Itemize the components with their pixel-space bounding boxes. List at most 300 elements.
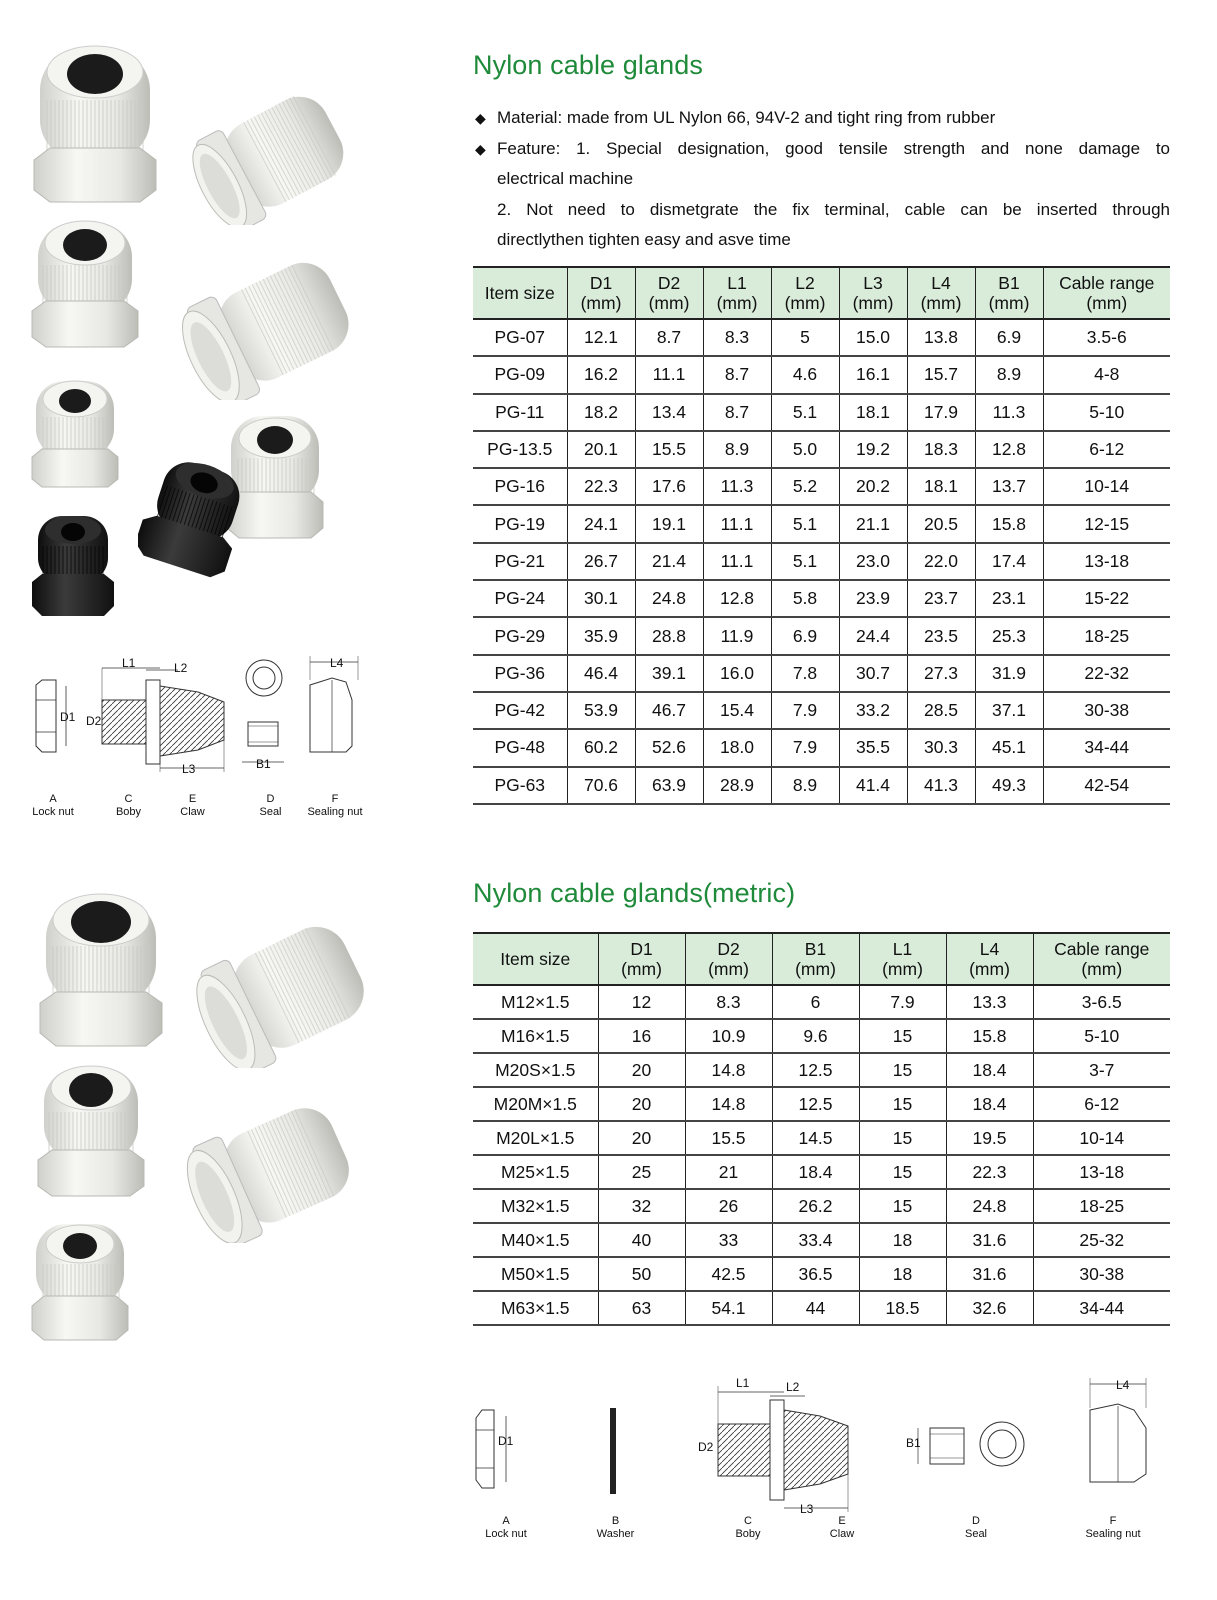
item-size-cell: PG-63 — [473, 767, 567, 804]
header-label: Cable range — [1059, 273, 1155, 293]
table-cell: 18.1 — [839, 394, 907, 431]
table-cell: 22-32 — [1043, 655, 1170, 692]
header-label: L3 — [863, 273, 883, 293]
section-title: Nylon cable glands(metric) — [473, 878, 796, 908]
column-header — [946, 933, 1033, 985]
gland-photo-metric-upright-1 — [36, 888, 166, 1053]
table-cell: 8.3 — [703, 319, 771, 356]
part-label-c: C Boby — [735, 1515, 761, 1540]
table-cell: 5-10 — [1033, 1019, 1170, 1053]
table-cell: 23.0 — [839, 543, 907, 580]
table-cell: 41.4 — [839, 767, 907, 804]
table-cell: 3-6.5 — [1033, 985, 1170, 1019]
table-cell: 10-14 — [1033, 1121, 1170, 1155]
column-header — [567, 267, 635, 319]
header-unit: (mm) — [784, 293, 826, 313]
table-cell: 8.7 — [635, 319, 703, 356]
table-row — [473, 356, 1170, 393]
table-row — [473, 1223, 1170, 1257]
header-label: D1 — [630, 939, 653, 959]
item-size-cell: PG-48 — [473, 729, 567, 766]
header-label: Item size — [500, 949, 571, 969]
table-row — [473, 617, 1170, 654]
dim-label-l1: L1 — [122, 656, 136, 670]
table-cell: 21.4 — [635, 543, 703, 580]
table-cell: 12.1 — [567, 319, 635, 356]
header-unit: (mm) — [920, 293, 962, 313]
diamond-bullet-icon: ◆ — [475, 140, 486, 157]
item-size-cell: PG-24 — [473, 580, 567, 617]
table-cell: 35.5 — [839, 729, 907, 766]
table-cell: 42-54 — [1043, 767, 1170, 804]
feature-line: directlythen tighten easy and asve time — [497, 230, 791, 249]
dim-label-l1: L1 — [736, 1376, 750, 1390]
item-size-cell: PG-29 — [473, 617, 567, 654]
table-cell: 26 — [685, 1189, 772, 1223]
table-cell: 15 — [859, 1087, 946, 1121]
table-cell: 17.9 — [907, 394, 975, 431]
table-cell: 18-25 — [1043, 617, 1170, 654]
table-cell: 12-15 — [1043, 505, 1170, 542]
part-label-e: E Claw — [180, 793, 205, 818]
item-size-cell: M20S×1.5 — [473, 1053, 598, 1087]
table-cell: 10-14 — [1043, 468, 1170, 505]
table-cell: 15 — [859, 1053, 946, 1087]
table-cell: 9.6 — [772, 1019, 859, 1053]
table-cell: 5.1 — [771, 505, 839, 542]
table-cell: 28.8 — [635, 617, 703, 654]
table-cell: 32 — [598, 1189, 685, 1223]
table-cell: 7.9 — [859, 985, 946, 1019]
table-cell: 30.3 — [907, 729, 975, 766]
column-header — [907, 267, 975, 319]
table-cell: 12.5 — [772, 1053, 859, 1087]
table-cell: 14.5 — [772, 1121, 859, 1155]
table-row — [473, 319, 1170, 356]
header-unit: (mm) — [882, 959, 923, 979]
table-cell: 8.7 — [703, 394, 771, 431]
table-cell: 7.8 — [771, 655, 839, 692]
gland-photo-upright-3 — [30, 375, 120, 490]
table-cell: 8.9 — [771, 767, 839, 804]
table-cell: 11.3 — [703, 468, 771, 505]
dim-label-l2: L2 — [786, 1380, 800, 1394]
table-cell: 18.1 — [907, 468, 975, 505]
table-row — [473, 1053, 1170, 1087]
dim-label-l3: L3 — [182, 762, 196, 776]
item-size-cell: M20M×1.5 — [473, 1087, 598, 1121]
column-header — [703, 267, 771, 319]
part-label-d: D Seal — [259, 793, 282, 818]
table-row — [473, 580, 1170, 617]
table-cell: 19.1 — [635, 505, 703, 542]
table-cell: 14.8 — [685, 1087, 772, 1121]
table-cell: 15 — [859, 1019, 946, 1053]
gland-photo-black-upright — [30, 510, 115, 620]
column-header — [1043, 267, 1170, 319]
item-size-cell: PG-42 — [473, 692, 567, 729]
table-cell: 5.1 — [771, 543, 839, 580]
table-cell: 23.7 — [907, 580, 975, 617]
table-cell: 18.3 — [907, 431, 975, 468]
column-header — [975, 267, 1043, 319]
table-cell: 3-7 — [1033, 1053, 1170, 1087]
part-label-b: B Washer — [596, 1515, 635, 1540]
table-cell: 11.9 — [703, 617, 771, 654]
pg-spec-table — [473, 266, 1170, 805]
header-unit: (mm) — [795, 959, 836, 979]
metric-spec-table — [473, 932, 1170, 1326]
item-size-cell: M32×1.5 — [473, 1189, 598, 1223]
table-row — [473, 729, 1170, 766]
table-cell: 13.4 — [635, 394, 703, 431]
item-size-cell: PG-19 — [473, 505, 567, 542]
table-cell: 30.1 — [567, 580, 635, 617]
table-cell: 63 — [598, 1291, 685, 1325]
table-cell: 50 — [598, 1257, 685, 1291]
table-cell: 34-44 — [1033, 1291, 1170, 1325]
item-size-cell: PG-11 — [473, 394, 567, 431]
table-cell: 33.4 — [772, 1223, 859, 1257]
column-header — [859, 933, 946, 985]
table-cell: 15 — [859, 1155, 946, 1189]
table-cell: 8.9 — [975, 356, 1043, 393]
table-row — [473, 1121, 1170, 1155]
dim-label-b1: B1 — [256, 757, 271, 771]
column-header — [839, 267, 907, 319]
column-header — [685, 933, 772, 985]
table-cell: 14.8 — [685, 1053, 772, 1087]
table-cell: 22.3 — [567, 468, 635, 505]
table-cell: 52.6 — [635, 729, 703, 766]
table-cell: 12.5 — [772, 1087, 859, 1121]
dim-label-l4: L4 — [330, 656, 344, 670]
gland-photo-metric-side-1 — [195, 918, 380, 1068]
table-cell: 23.1 — [975, 580, 1043, 617]
table-row — [473, 1257, 1170, 1291]
table-cell: 46.7 — [635, 692, 703, 729]
table-cell: 21.1 — [839, 505, 907, 542]
table-cell: 45.1 — [975, 729, 1043, 766]
table-cell: 22.3 — [946, 1155, 1033, 1189]
table-cell: 18.2 — [567, 394, 635, 431]
header-label: L1 — [727, 273, 747, 293]
item-size-cell: M16×1.5 — [473, 1019, 598, 1053]
table-row — [473, 1155, 1170, 1189]
table-cell: 20 — [598, 1121, 685, 1155]
table-cell: 5.8 — [771, 580, 839, 617]
table-cell: 7.9 — [771, 692, 839, 729]
diamond-bullet-icon: ◆ — [475, 110, 486, 126]
feature-line: electrical machine — [497, 169, 634, 188]
table-row — [473, 468, 1170, 505]
dim-label-d1: D1 — [60, 710, 76, 724]
section-title: Nylon cable glands — [473, 50, 703, 80]
table-cell: 18.0 — [703, 729, 771, 766]
table-cell: 25.3 — [975, 617, 1043, 654]
column-header — [771, 267, 839, 319]
table-cell: 15.5 — [635, 431, 703, 468]
table-cell: 39.1 — [635, 655, 703, 692]
table-cell: 7.9 — [771, 729, 839, 766]
dim-label-l4: L4 — [1116, 1378, 1130, 1392]
table-cell: 21 — [685, 1155, 772, 1189]
part-label-c: C Boby — [115, 793, 142, 818]
item-size-cell: M40×1.5 — [473, 1223, 598, 1257]
table-cell: 30-38 — [1043, 692, 1170, 729]
table-cell: 15.0 — [839, 319, 907, 356]
table-cell: 41.3 — [907, 767, 975, 804]
table-cell: 10.9 — [685, 1019, 772, 1053]
table-cell: 25-32 — [1033, 1223, 1170, 1257]
table-cell: 5-10 — [1043, 394, 1170, 431]
table-cell: 20.2 — [839, 468, 907, 505]
table-cell: 44 — [772, 1291, 859, 1325]
table-cell: 17.6 — [635, 468, 703, 505]
table-cell: 19.5 — [946, 1121, 1033, 1155]
table-cell: 46.4 — [567, 655, 635, 692]
table-cell: 19.2 — [839, 431, 907, 468]
table-cell: 5.2 — [771, 468, 839, 505]
gland-photo-side-2 — [180, 255, 365, 400]
table-cell: 20 — [598, 1053, 685, 1087]
table-cell: 30.7 — [839, 655, 907, 692]
table-cell: 33.2 — [839, 692, 907, 729]
table-cell: 15.5 — [685, 1121, 772, 1155]
item-size-cell: PG-16 — [473, 468, 567, 505]
table-cell: 18 — [859, 1223, 946, 1257]
table-cell: 11.3 — [975, 394, 1043, 431]
header-label: Cable range — [1054, 939, 1150, 959]
part-label-d: D Seal — [964, 1515, 988, 1540]
gland-photo-side-1 — [190, 85, 365, 225]
table-row — [473, 1291, 1170, 1325]
table-row — [473, 692, 1170, 729]
column-header — [598, 933, 685, 985]
header-unit: (mm) — [580, 293, 622, 313]
header-unit: (mm) — [708, 959, 749, 979]
dim-label-b1: B1 — [906, 1436, 921, 1450]
header-unit: (mm) — [988, 293, 1030, 313]
table-cell: 53.9 — [567, 692, 635, 729]
table-cell: 4.6 — [771, 356, 839, 393]
metric-gland-dimension-diagram — [470, 1378, 1180, 1538]
dim-label-d1: D1 — [498, 1434, 514, 1448]
header-label: D2 — [717, 939, 740, 959]
table-cell: 20.1 — [567, 431, 635, 468]
table-cell: 15.4 — [703, 692, 771, 729]
table-cell: 4-8 — [1043, 356, 1170, 393]
table-cell: 17.4 — [975, 543, 1043, 580]
table-cell: 16 — [598, 1019, 685, 1053]
item-size-cell: PG-07 — [473, 319, 567, 356]
table-row — [473, 655, 1170, 692]
header-label: B1 — [804, 939, 827, 959]
table-cell: 15.8 — [946, 1019, 1033, 1053]
item-size-cell: M50×1.5 — [473, 1257, 598, 1291]
table-cell: 24.8 — [946, 1189, 1033, 1223]
table-row — [473, 767, 1170, 804]
header-label: L4 — [979, 939, 1000, 959]
item-size-cell: M20L×1.5 — [473, 1121, 598, 1155]
table-cell: 37.1 — [975, 692, 1043, 729]
table-cell: 18.4 — [946, 1087, 1033, 1121]
table-cell: 22.0 — [907, 543, 975, 580]
table-cell: 6-12 — [1043, 431, 1170, 468]
column-header — [473, 267, 567, 319]
part-label-a: A Lock nut — [485, 1515, 527, 1540]
table-cell: 12.8 — [975, 431, 1043, 468]
item-size-cell: PG-13.5 — [473, 431, 567, 468]
gland-photo-black-tilted — [138, 455, 248, 580]
table-cell: 12 — [598, 985, 685, 1019]
item-size-cell: PG-36 — [473, 655, 567, 692]
table-cell: 23.5 — [907, 617, 975, 654]
table-cell: 13.7 — [975, 468, 1043, 505]
table-row — [473, 431, 1170, 468]
part-label-e: E Claw — [829, 1515, 855, 1540]
table-cell: 42.5 — [685, 1257, 772, 1291]
table-cell: 24.1 — [567, 505, 635, 542]
table-cell: 30-38 — [1033, 1257, 1170, 1291]
table-cell: 12.8 — [703, 580, 771, 617]
item-size-cell: M63×1.5 — [473, 1291, 598, 1325]
table-cell: 25 — [598, 1155, 685, 1189]
table-cell: 16.2 — [567, 356, 635, 393]
table-cell: 16.1 — [839, 356, 907, 393]
table-cell: 27.3 — [907, 655, 975, 692]
table-cell: 26.2 — [772, 1189, 859, 1223]
table-row — [473, 985, 1170, 1019]
header-unit: (mm) — [621, 959, 662, 979]
table-cell: 49.3 — [975, 767, 1043, 804]
table-cell: 31.9 — [975, 655, 1043, 692]
table-row — [473, 1087, 1170, 1121]
table-cell: 13.8 — [907, 319, 975, 356]
table-cell: 16.0 — [703, 655, 771, 692]
header-unit: (mm) — [1081, 959, 1123, 979]
item-size-cell: PG-21 — [473, 543, 567, 580]
table-cell: 15.8 — [975, 505, 1043, 542]
table-row — [473, 1019, 1170, 1053]
table-cell: 31.6 — [946, 1257, 1033, 1291]
table-cell: 15 — [859, 1189, 946, 1223]
table-cell: 15 — [859, 1121, 946, 1155]
table-cell: 32.6 — [946, 1291, 1033, 1325]
table-cell: 54.1 — [685, 1291, 772, 1325]
dim-label-d2: D2 — [698, 1440, 714, 1454]
table-row — [473, 505, 1170, 542]
table-cell: 11.1 — [703, 505, 771, 542]
column-header — [1033, 933, 1170, 985]
gland-photo-upright-1 — [30, 40, 160, 210]
table-cell: 35.9 — [567, 617, 635, 654]
table-cell: 20 — [598, 1087, 685, 1121]
table-cell: 8.9 — [703, 431, 771, 468]
dim-label-l3: L3 — [800, 1502, 814, 1516]
gland-photo-metric-upright-3 — [30, 1218, 130, 1343]
table-cell: 5.1 — [771, 394, 839, 431]
header-label: D2 — [657, 273, 681, 293]
table-cell: 20.5 — [907, 505, 975, 542]
item-size-cell: M12×1.5 — [473, 985, 598, 1019]
column-header — [635, 267, 703, 319]
table-row — [473, 1189, 1170, 1223]
table-row — [473, 394, 1170, 431]
table-cell: 18.4 — [946, 1053, 1033, 1087]
header-unit: (mm) — [852, 293, 894, 313]
item-size-cell: M25×1.5 — [473, 1155, 598, 1189]
gland-photo-upright-2 — [30, 215, 140, 350]
header-label: Item size — [484, 283, 555, 303]
header-label: L2 — [795, 273, 815, 293]
column-header — [772, 933, 859, 985]
table-cell: 18-25 — [1033, 1189, 1170, 1223]
header-unit: (mm) — [648, 293, 690, 313]
feature-list — [473, 103, 1170, 256]
table-cell: 6-12 — [1033, 1087, 1170, 1121]
feature-bullet: ◆ Feature: 1. Special designation, good tensile strength and none damage to — [473, 134, 1170, 165]
table-cell: 23.9 — [839, 580, 907, 617]
table-cell: 60.2 — [567, 729, 635, 766]
table-cell: 15.7 — [907, 356, 975, 393]
table-cell: 26.7 — [567, 543, 635, 580]
table-cell: 15-22 — [1043, 580, 1170, 617]
table-cell: 8.3 — [685, 985, 772, 1019]
header-unit: (mm) — [716, 293, 758, 313]
material-bullet: ◆ Material: made from UL Nylon 66, 94V-2 and tight ring from rubber — [473, 103, 1170, 134]
feature-line: 2. Not need to dismetgrate the fix terminal, cable can be inserted through — [497, 199, 1170, 219]
dim-label-d2: D2 — [86, 714, 102, 728]
header-unit: (mm) — [969, 959, 1010, 979]
table-cell: 6 — [772, 985, 859, 1019]
header-label: B1 — [998, 273, 1020, 293]
table-cell: 13-18 — [1033, 1155, 1170, 1189]
gland-photo-metric-upright-2 — [36, 1060, 146, 1200]
dim-label-l2: L2 — [174, 661, 188, 675]
part-label-a: A Lock nut — [32, 793, 74, 818]
table-cell: 31.6 — [946, 1223, 1033, 1257]
table-cell: 6.9 — [975, 319, 1043, 356]
table-cell: 13.3 — [946, 985, 1033, 1019]
table-cell: 5 — [771, 319, 839, 356]
part-label-f: F Sealing nut — [1085, 1515, 1141, 1540]
table-cell: 36.5 — [772, 1257, 859, 1291]
header-unit: (mm) — [1086, 293, 1128, 313]
table-cell: 6.9 — [771, 617, 839, 654]
table-cell: 8.7 — [703, 356, 771, 393]
part-label-f: F Sealing nut — [307, 793, 363, 818]
table-cell: 24.8 — [635, 580, 703, 617]
table-cell: 70.6 — [567, 767, 635, 804]
table-cell: 5.0 — [771, 431, 839, 468]
table-row — [473, 543, 1170, 580]
table-cell: 28.5 — [907, 692, 975, 729]
column-header — [473, 933, 598, 985]
header-label: D1 — [589, 273, 613, 293]
table-cell: 18.4 — [772, 1155, 859, 1189]
table-cell: 13-18 — [1043, 543, 1170, 580]
header-label: L1 — [892, 939, 913, 959]
table-cell: 3.5-6 — [1043, 319, 1170, 356]
table-cell: 24.4 — [839, 617, 907, 654]
table-cell: 28.9 — [703, 767, 771, 804]
gland-photo-metric-side-2 — [185, 1098, 365, 1243]
table-cell: 40 — [598, 1223, 685, 1257]
table-cell: 18.5 — [859, 1291, 946, 1325]
item-size-cell: PG-09 — [473, 356, 567, 393]
table-cell: 34-44 — [1043, 729, 1170, 766]
